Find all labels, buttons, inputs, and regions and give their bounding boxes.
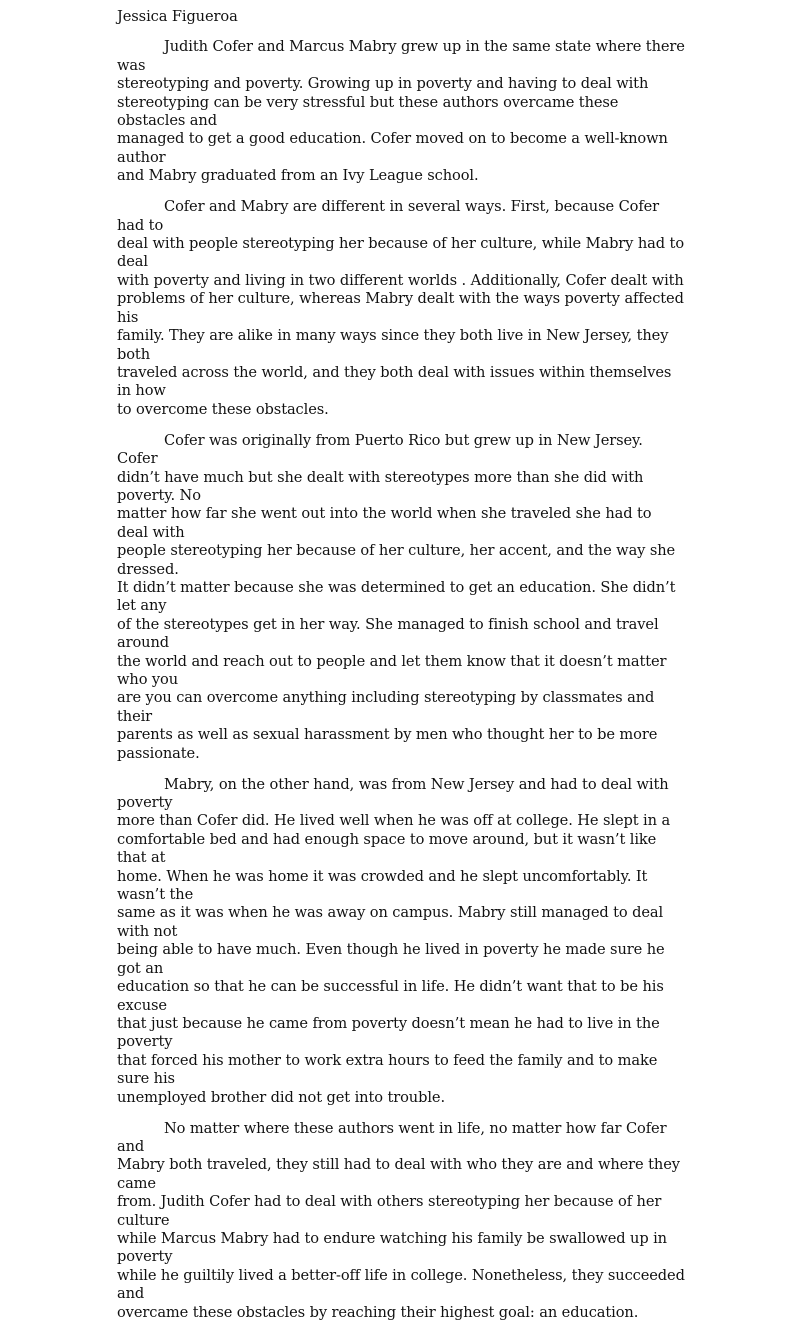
paragraph-conclusion: No matter where these authors went in life, no matter how far Cofer and Mabry both traveled, they still had to deal with who they are and where they came from. Judith Cofer had to deal with others stereotyping her because of her culture while Marcus Mabry had to endure watching his family be swallowed up in poverty while he guiltily lived a better-off life in college. Nonetheless, they succeeded and overcame these obstacles by reaching their highest goal: an education. [117,1119,685,1321]
paragraph-introduction: Judith Cofer and Marcus Mabry grew up in the same state where there was stereotyping and poverty. Growing up in poverty and having to deal with stereotyping can be very stressful but these authors overcame these obstacles and managed to get a good education. Cofer moved on to become a well-known author and Mabry graduated from an Ivy League school. [117,38,685,185]
author-name: Jessica Figueroa [117,8,238,25]
essay-page [117,8,685,1335]
paragraph-cofer: Cofer was originally from Puerto Rico but grew up in New Jersey. Cofer didn’t have much but she dealt with stereotypes more than she did with poverty. No matter how far she went out into the world when she traveled she had to deal with people stereotyping her because of her culture, her accent, and the way she dressed. It didn’t matter because she was determined to get an education. She didn’t let any of the stereotypes get in her way. She managed to finish school and travel around the world and reach out to people and let them know that it doesn’t matter who you are you can overcome anything including stereotyping by classmates and their parents as well as sexual harassment by men who thought her to be more passionate. [117,431,676,762]
paragraph-comparison: Cofer and Mabry are different in several ways. First, because Cofer had to deal with people stereotyping her because of her culture, while Mabry had to deal with poverty and living in two different worlds . Additionally, Cofer dealt with problems of her culture, whereas Mabry dealt with the ways poverty affected his family. They are alike in many ways since they both live in New Jersey, they both traveled across the world, and they both deal with issues within themselves in how to overcome these obstacles. [117,198,685,418]
paragraph-mabry: Mabry, on the other hand, was from New Jersey and had to deal with poverty more than Cofer did. He lived well when he was off at college. He slept in a comfortable bed and had enough space to move around, but it wasn’t like that at home. When he was home it was crowded and he slept uncomfortably. It wasn’t the same as it was when he was away on campus. Mabry still managed to deal with not being able to have much. Even though he lived in poverty he made sure he got an education so that he can be successful in life. He didn’t want that to be his excuse that just because he came from poverty doesn’t mean he had to live in the poverty that forced his mother to work extra hours to feed the family and to make sure his unemployed brother did not get into trouble. [117,775,671,1106]
